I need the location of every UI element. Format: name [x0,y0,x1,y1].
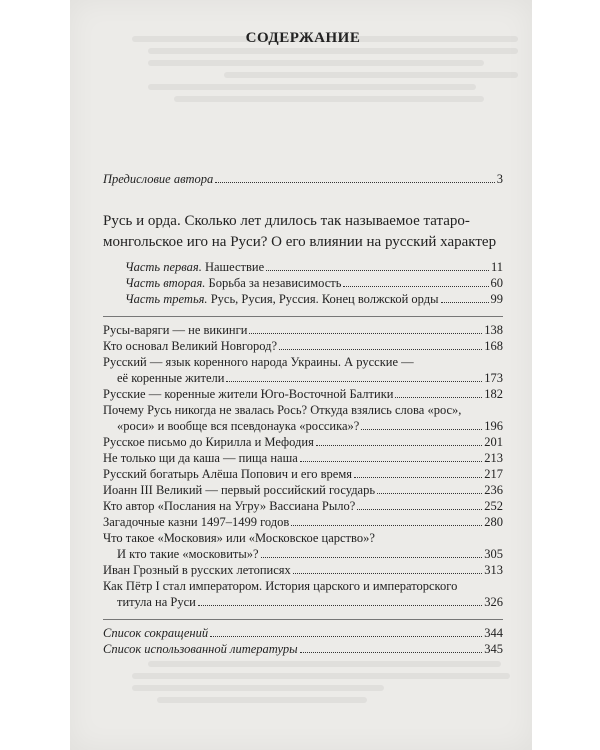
entry-first-line: Русский — язык коренного народа Украины. А русские — [103,355,414,369]
dot-leader [395,397,482,398]
toc-entry [103,450,503,466]
toc-entry-bibliography [103,641,503,657]
entry-page: 138 [484,323,503,337]
dot-leader [343,286,488,287]
parts-list [103,259,503,307]
entry-text: Загадочные казни 1497–1499 годов [103,515,290,529]
entry-page: 213 [484,451,503,465]
dot-leader [354,477,482,478]
entry-text: Предисловие автора [103,172,214,186]
entry-page: 326 [484,595,503,609]
toc-entry [103,338,503,354]
entry-first-line: Как Пётр I стал императором. История царского и императорского [103,579,458,593]
toc-entry [103,322,503,338]
entry-first-line: Что такое «Московия» или «Московское царство»? [103,531,375,545]
divider [103,619,503,620]
main-section [103,211,503,253]
entry-page: 3 [496,172,503,186]
entry-text: Кто основал Великий Новгород? [103,339,278,353]
toc-entry-preface [103,171,503,187]
main-heading-line-2: монгольское иго на Руси? О его влиянии на русский характер [103,234,497,250]
dot-leader [261,557,483,558]
toc-entry [103,386,503,402]
show-through-bottom [98,655,518,709]
page-title: СОДЕРЖАНИЕ [245,30,361,46]
dot-leader [266,270,489,271]
dot-leader [249,333,482,334]
main-heading-line-1: Русь и орда. Сколько лет длилось так называемое татаро- [103,213,470,229]
dot-leader [377,493,482,494]
entry-page: 173 [484,371,503,385]
dot-leader [291,525,482,526]
part-title: Нашествие [201,260,265,274]
toc-entry [103,546,503,562]
part-title: Русь, Русия, Руссия. Конец волжской орды [207,292,439,306]
dot-leader [210,636,482,637]
toc-entry-part-2 [103,275,503,291]
entry-page: 196 [484,419,503,433]
back-matter-list [103,625,503,657]
entry-text: И кто такие «московиты»? [117,547,259,561]
dot-leader [441,302,489,303]
entry-text: Русские — коренные жители Юго-Восточной Балтики [103,387,394,401]
articles-list [103,322,503,610]
part-label: Часть третья. [125,292,208,306]
entry-text: Русский богатырь Алёша Попович и его время [103,467,353,481]
dot-leader [279,349,482,350]
entry-page: 60 [490,276,503,290]
entry-text: Список сокращений [103,626,209,640]
toc-entry [103,562,503,578]
toc-entry [103,434,503,450]
entry-page: 217 [484,467,503,481]
entry-page: 168 [484,339,503,353]
toc-entry [103,370,503,386]
entry-page: 236 [484,483,503,497]
toc-entry [103,482,503,498]
book-page [70,0,532,750]
entry-text: Иван Грозный в русских летописях [103,563,291,577]
entry-text: «роси» и вообще вся псевдонаука «россика»? [117,419,360,433]
divider [103,316,503,317]
entry-page: 345 [484,642,503,656]
dot-leader [215,182,494,183]
part-label: Часть вторая. [125,276,206,290]
entry-page: 344 [484,626,503,640]
entry-page: 11 [490,260,503,274]
part-label: Часть первая. [125,260,202,274]
entry-page: 201 [484,435,503,449]
dot-leader [361,429,482,430]
entry-text: Кто автор «Послания на Угру» Вассиана Рыло? [103,499,356,513]
entry-text: Русы-варяги — не викинги [103,323,248,337]
dot-leader [357,509,482,510]
entry-page: 182 [484,387,503,401]
dot-leader [226,381,482,382]
dot-leader [198,605,482,606]
dot-leader [300,461,482,462]
entry-text: Русское письмо до Кирилла и Мефодия [103,435,314,449]
toc-entry [103,498,503,514]
dot-leader [300,652,483,653]
entry-first-line: Почему Русь никогда не звалась Рось? Откуда взялись слова «рос», [103,403,462,417]
toc-entry [103,418,503,434]
dot-leader [293,573,482,574]
entry-text: титула на Руси [117,595,196,609]
entry-text: её коренные жители [117,371,225,385]
entry-page: 252 [484,499,503,513]
entry-text: Не только щи да каша — пища наша [103,451,298,465]
entry-page: 313 [484,563,503,577]
toc-entry [103,466,503,482]
toc-entry-part-1 [103,259,503,275]
toc-entry-abbreviations [103,625,503,641]
toc-entry [103,514,503,530]
entry-text: Список использованной литературы [103,642,298,656]
toc-entry-part-3 [103,291,503,307]
dot-leader [316,445,482,446]
entry-page: 280 [484,515,503,529]
entry-page: 305 [484,547,503,561]
toc-entry [103,594,503,610]
table-of-contents [103,30,503,657]
entry-page: 99 [490,292,503,306]
entry-text: Иоанн III Великий — первый российский государь [103,483,376,497]
part-title: Борьба за независимость [205,276,342,290]
